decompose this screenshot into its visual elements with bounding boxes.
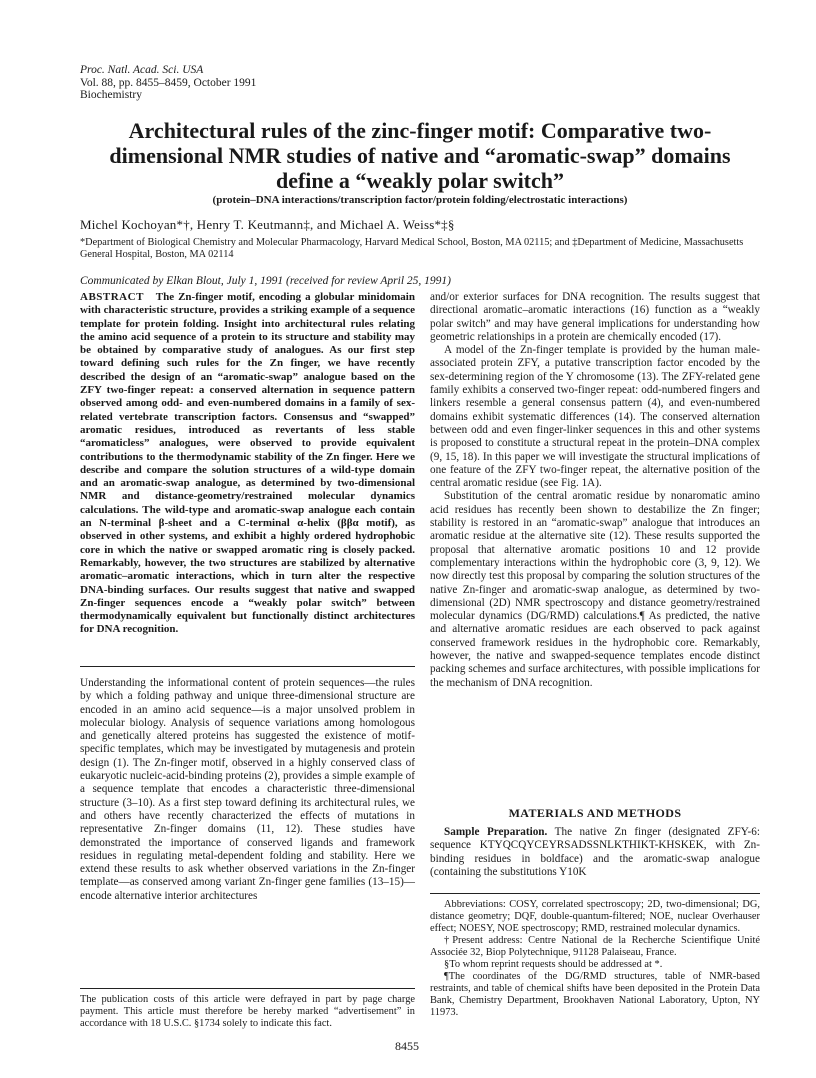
sample-text: The native Zn finger (designated ZFY-6: sequence KTYQCQYCEYRSADSSNLKTHIKT-KHSKEK, with Zn-binding residues in boldface) and the aromatic-swap analogue (containing the substitutions Y10K [430,826,760,878]
communicated-by: Communicated by Elkan Blout, July 1, 1991 (received for review April 25, 1991) [80,275,452,287]
right-paragraph-3: Substitution of the central aromatic residue by nonaromatic amino acid residues has recently been shown to destabilize the Zn finger; stability is restored in an “aromatic-swap” analogue that introduces an aromatic residue at the alternative site (12). These results supported the proposal that alternative aromatic positions 10 and 12 provide complementary interactions within the hydrophobic core (3, 9, 12). We now directly test this proposal by comparing the solution structures of the native Zn-finger and aromatic-swap analogue, as determined by two-dimensional (2D) NMR spectroscopy and distance geometry/restrained molecular dynamics (DG/RMD) calculations.¶ As predicted, the native and alternative aromatic residues are each observed to pack against conserved framework residues in the hydrophobic core. Remarkably, however, the native and swapped-sequence templates encode distinct packing schemes and surface architectures, with possible implications for the mechanism of DNA recognition. [430,490,760,689]
sample-subheading: Sample Preparation. [444,826,548,838]
abstract [80,291,415,637]
right-paragraph-2: A model of the Zn-finger template is provided by the human male-associated protein ZFY, a putative transcription factor encoded by the sex-determining region of the Y chromosome (13). The ZFY-related gene family exhibits a conserved two-finger repeat: odd-numbered fingers and linkers resemble a general consensus pattern (4), and even-numbered domains exhibit systematic differences (14). The conserved alternation between odd and even finger-linker sequences in this and other systems is proposed to constitute a structural repeat in the protein–DNA complex (9, 15, 18). In this paper we will investigate the structural implications of one feature of the ZFY two-finger repeat, the alternative position of the central aromatic residue (see Fig. 1A). [430,344,760,490]
article-title: Architectural rules of the zinc-finger motif: Comparative two-dimensional NMR studies of native and “aromatic-swap” domains define a “weakly polar switch” [109,118,731,193]
keywords: (protein–DNA interactions/transcription factor/protein folding/electrostatic interactions) [212,194,628,206]
methods-heading: MATERIALS AND METHODS [508,806,682,820]
journal-name: Proc. Natl. Acad. Sci. USA [80,64,204,76]
right-paragraph-1: and/or exterior surfaces for DNA recognition. The results suggest that directional aromatic–aromatic interactions (16) function as a “weakly polar switch” and may have general implications for understanding how geometric relationships in a protein are chemically encoded (17). [430,291,760,343]
pubnote-divider [80,988,415,989]
introduction [80,677,415,903]
abstract-heading: ABSTRACT [80,291,144,303]
authors: Michel Kochoyan*†, Henry T. Keutmann‡, and Michael A. Weiss*‡§ [80,217,455,232]
affiliation: *Department of Biological Chemistry and Molecular Pharmacology, Harvard Medical School, Boston, MA 02115; and ‡Department of Medicine, Massachusetts General Hospital, Boston, MA 02114 [80,237,744,260]
publication-note: The publication costs of this article were defrayed in part by page charge payment. This article must therefore be hereby marked “advertisement” in accordance with 18 U.S.C. §1734 solely to indicate this fact. [80,994,415,1029]
footnote-present-address: †Present address: Centre National de la Recherche Scientifique Unité Associée 32, Biop Polytechnique, 91128 Palaiseau, France. [430,935,760,958]
footnote-abbreviations: Abbreviations: COSY, correlated spectroscopy; 2D, two-dimensional; DG, distance geometry; DQF, double-quantum-filtered; NOE, nuclear Overhauser effect; NOESY, NOE spectroscopy; RMD, restrained molecular dynamics. [430,899,760,934]
footnote-reprints: §To whom reprint requests should be addressed at *. [444,959,663,970]
footnotes [430,899,760,1019]
sample-preparation [430,826,760,879]
abstract-text: The Zn-finger motif, encoding a globular minidomain with characteristic structure, provides a striking example of a sequence template for protein folding. Insight into architectural rules relating the amino acid sequence of a protein to its structure and stability may be obtained by comparative study of analogues. As our first step toward defining such rules for the Zn finger, we have recently described the design of an “aromatic-swap” analogue based on the ZFY two-finger repeat: a conserved alternation in sequence pattern observed among odd- and even-numbered domains in a family of sex-related vertebrate transcription factors. Consensus and “swapped” aromatic residues, introduced as revertants of less stable “aromaticless” analogues, were observed to provide equivalent contributions to the thermodynamic stability of the Zn finger. Here we describe and compare the solution structures of a wild-type domain and an aromatic-swap analogue, as determined by two-dimensional NMR and distance-geometry/restrained molecular dynamics calculations. The wild-type and aromatic-swap analogue each contain an N-terminal β-sheet and a C-terminal α-helix (ββα motif), as observed in other systems, and exhibit a highly ordered hydrophobic core in which the native or swapped aromatic ring is closely packed. Remarkably, however, the two structures are stabilized by alternative aromatic–aromatic interactions, which in turn alter the respective DNA-binding surfaces. Our results suggest that native and swapped Zn-finger sequences encode a “weakly polar switch” between thermodynamically equivalent but functionally distinct architectures for DNA recognition. [80,291,415,636]
page-number: 8455 [395,1039,419,1053]
footnote-divider [430,893,760,894]
journal-header [80,64,256,102]
footnote-coordinates: ¶The coordinates of the DG/RMD structures, table of NMR-based restraints, and table of chemical shifts have been deposited in the Protein Data Bank, Chemistry Department, Brookhaven National Laboratory, Upton, NY 11973. [430,971,760,1018]
intro-paragraph: Understanding the informational content of protein sequences—the rules by which a folding pathway and unique three-dimensional structure are encoded in an amino acid sequence—is a major unsolved problem in molecular biology. Analysis of sequence variations among homologous and genetically altered proteins has suggested the existence of motif-specific templates, which may be investigated by mutagenesis and protein design (1). The Zn-finger motif, observed in a highly conserved class of eukaryotic nucleic-acid-binding proteins (2), provides a simple example of a sequence template that encodes a characteristic three-dimensional structure (3–10). As a first step toward defining its architectural rules, we and others have recently characterized the effects of mutations in representative Zn-finger domains (11, 12). These studies have demonstrated the importance of conserved ligands and framework residues in regulating metal-dependent folding and stability. Here we extend these results to ask whether observed variations in the Zn-finger template—as conserved among variant Zn-finger gene families (13–15)—encode alternative interior architectures [80,677,415,902]
journal-section: Biochemistry [80,89,142,101]
abstract-divider [80,666,415,667]
right-column [430,291,760,690]
journal-volume: Vol. 88, pp. 8455–8459, October 1991 [80,76,257,89]
